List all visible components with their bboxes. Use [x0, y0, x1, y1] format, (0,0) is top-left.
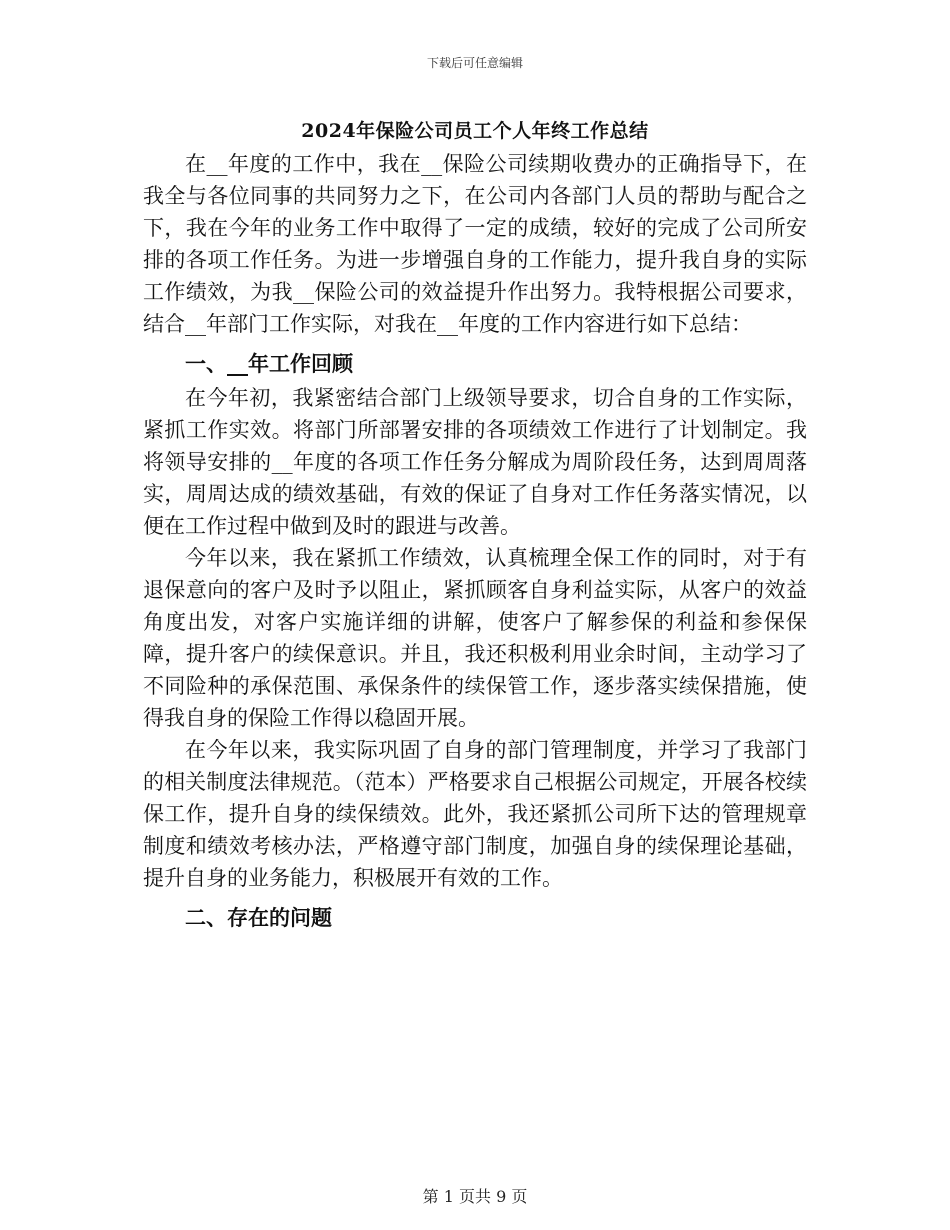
section-heading-problems: 二、存在的问题: [185, 905, 332, 930]
review-paragraph-1: 在今年初，我紧密结合部门上级领导要求，切合自身的工作实际，紧抓工作实效。将部门所部署安排的各项绩效工作进行了计划制定。我将领导安排的__年度的各项工作任务分解成为周阶段任务，达到周周落实，周周达成的绩效基础，有效的保证了自身对工作任务落实情况，以便在工作过程中做到及时的跟进与改善。: [143, 386, 807, 538]
page-footer-number: 第 1 页共 9 页: [422, 1187, 528, 1206]
review-paragraph-2: 今年以来，我在紧抓工作绩效，认真梳理全保工作的同时，对于有退保意向的客户及时予以阻止，紧抓顾客自身利益实际，从客户的效益角度出发，对客户实施详细的讲解，使客户了解参保的利益和参保保障，提升客户的续保意识。并且，我还积极利用业余时间，主动学习了不同险种的承保范围、承保条件的续保管工作，逐步落实续保措施，使得我自身的保险工作得以稳固开展。: [143, 546, 807, 730]
review-paragraph-3: 在今年以来，我实际巩固了自身的部门管理制度，并学习了我部门的相关制度法律规范。（范本）严格要求自己根据公司规定，开展各校续保工作，提升自身的续保绩效。此外，我还紧抓公司所下达的管理规章制度和绩效考核办法，严格遵守部门制度，加强自身的续保理论基础，提升自身的业务能力，积极展开有效的工作。: [143, 738, 807, 890]
section-heading-review: 一、__年工作回顾: [185, 351, 353, 376]
page-header-note: 下载后可任意编辑: [426, 56, 523, 70]
document-title: 2024年保险公司员工个人年终工作总结: [301, 120, 649, 142]
document-body: [143, 148, 807, 942]
intro-paragraph: 在__年度的工作中，我在__保险公司续期收费办的正确指导下，在我全与各位同事的共同努力之下，在公司内各部门人员的帮助与配合之下，我在今年的业务工作中取得了一定的成绩，较好的完成了公司所安排的各项工作任务。为进一步增强自身的工作能力，提升我自身的实际工作绩效，为我__保险公司的效益提升作出努力。我特根据公司要求，结合__年部门工作实际，对我在__年度的工作内容进行如下总结：: [143, 152, 807, 336]
